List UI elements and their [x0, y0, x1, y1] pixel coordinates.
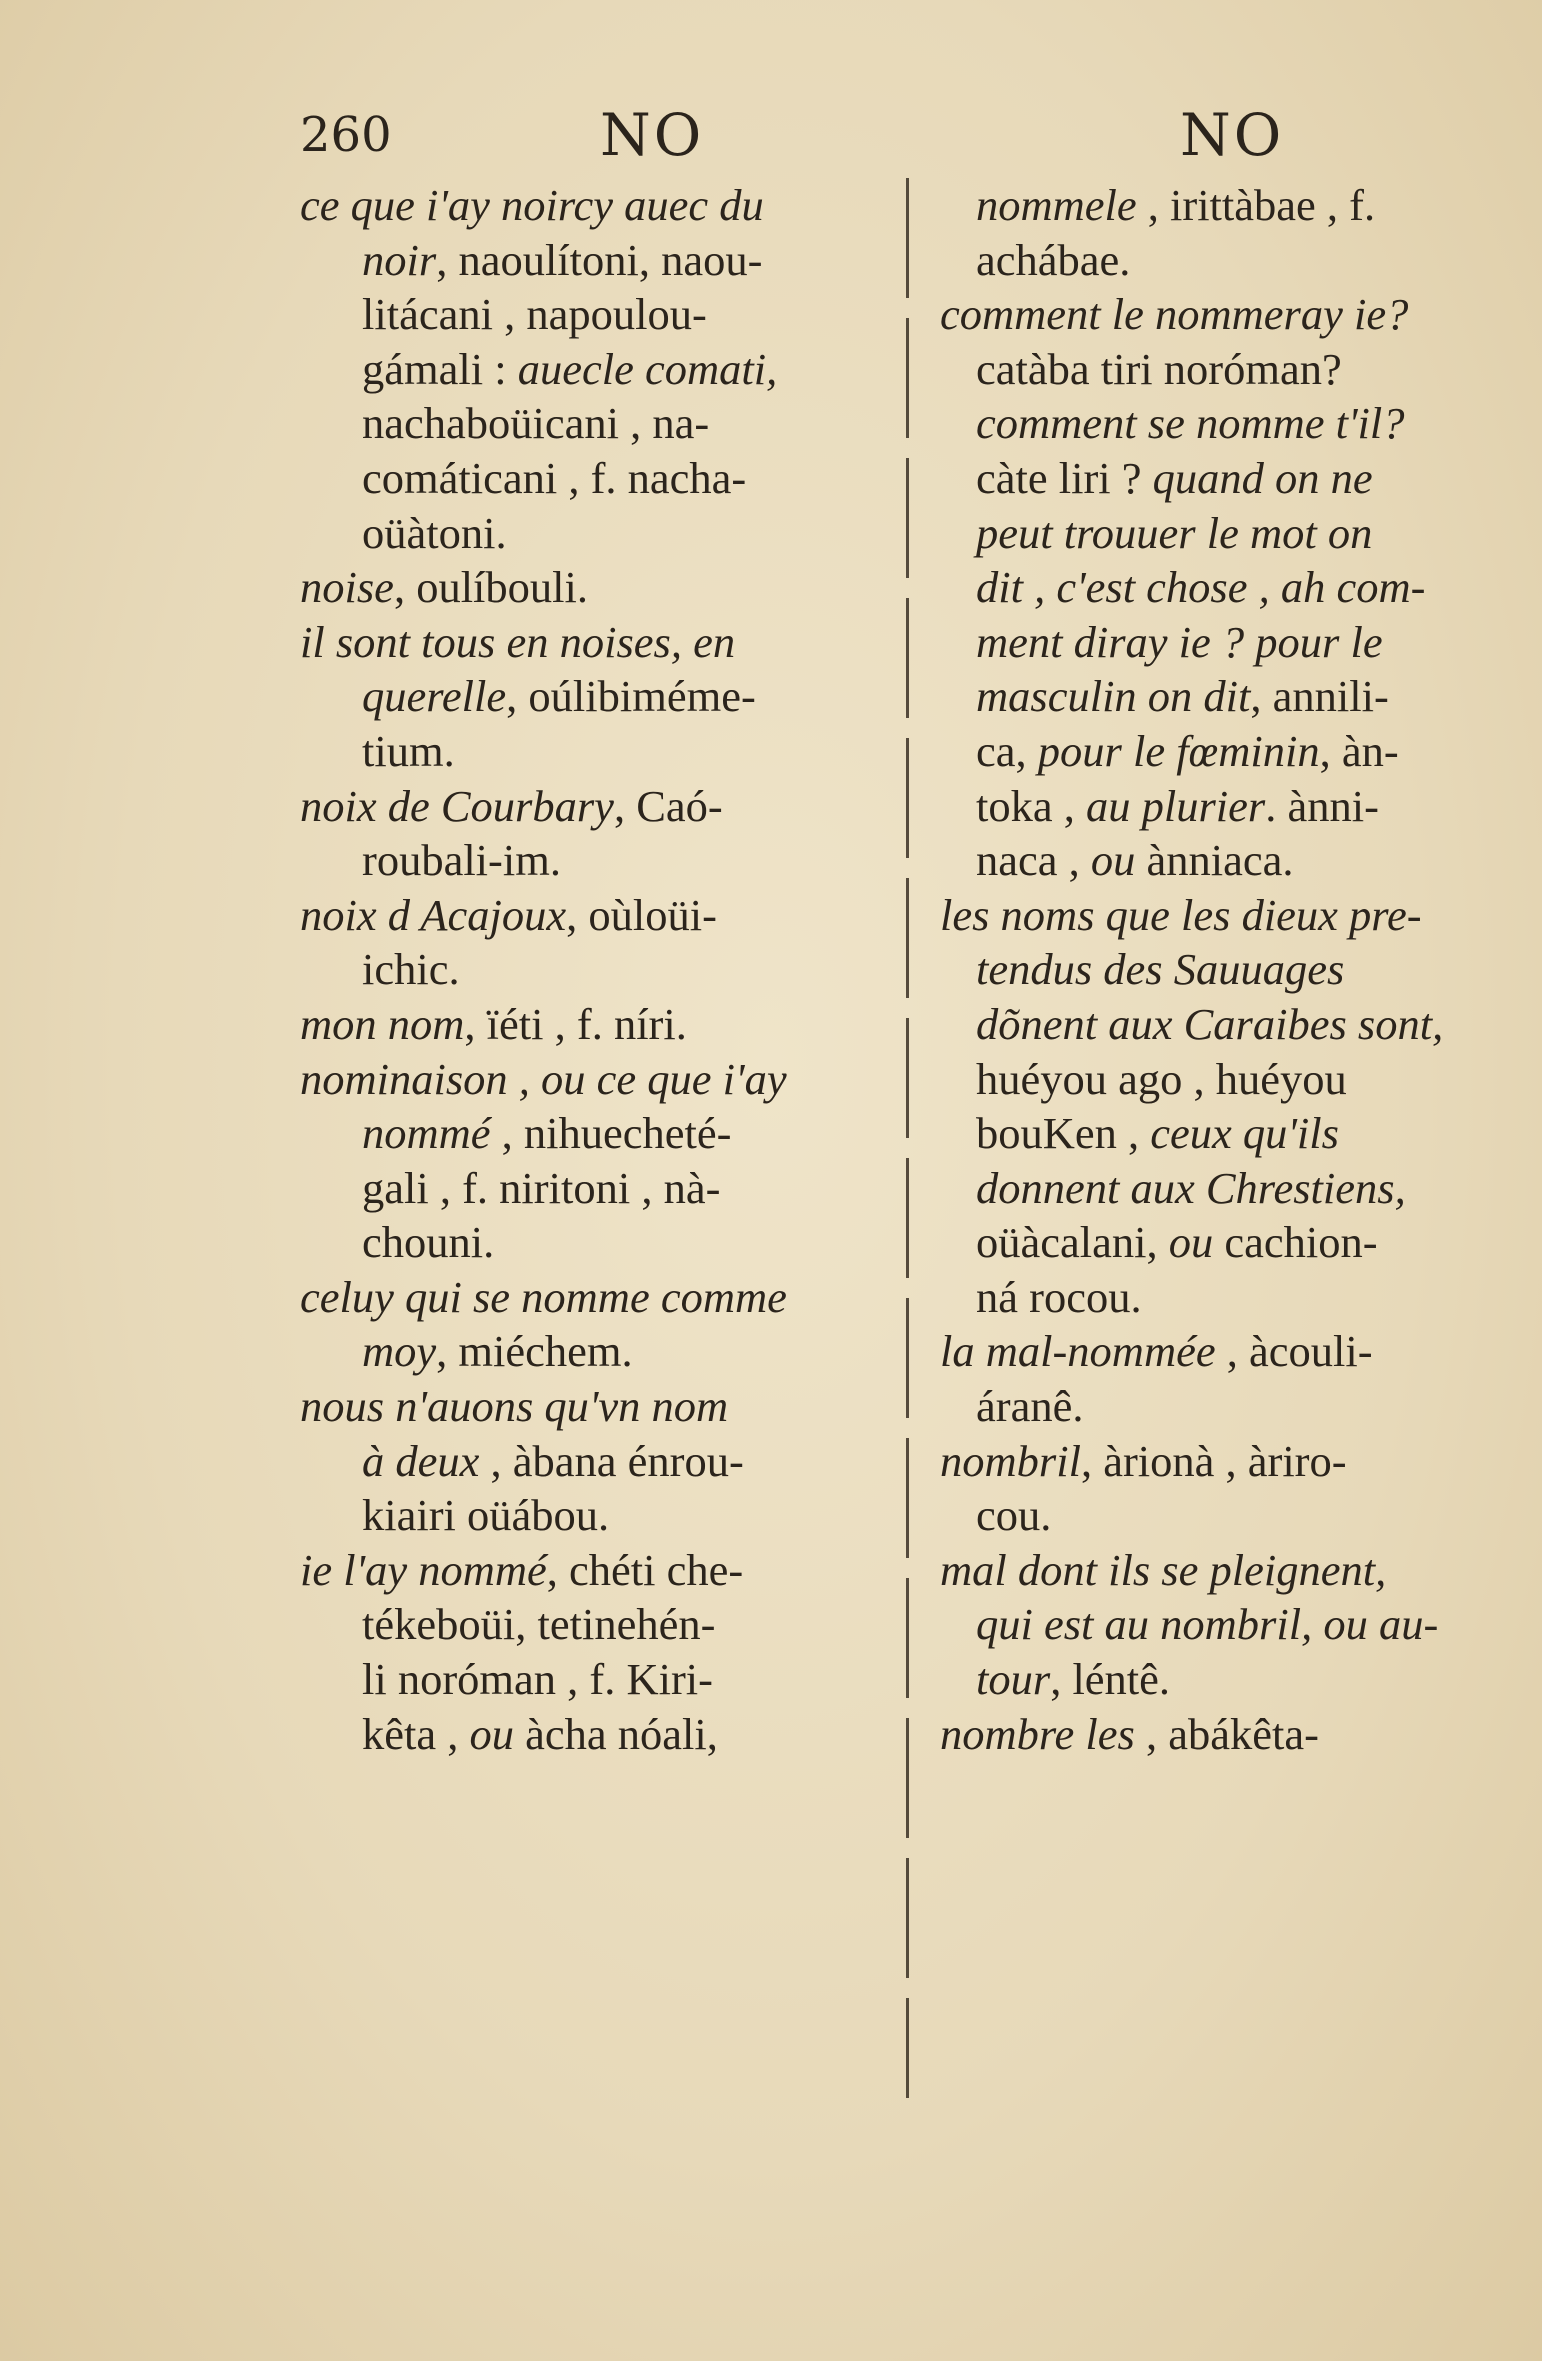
italic-french-text: ce que i'ay noircy auec du	[300, 180, 764, 230]
italic-french-text: donnent aux Chrestiens,	[976, 1162, 1406, 1213]
roman-carib-text: gali , f. niritoni , nà-	[362, 1162, 721, 1213]
italic-french-text: celuy qui se nomme comme	[300, 1271, 787, 1322]
italic-french-text: la mal-nommée	[940, 1326, 1216, 1377]
roman-carib-text: , nihuecheté-	[490, 1108, 732, 1159]
roman-carib-text: , annili-	[1250, 671, 1389, 722]
left-column	[300, 178, 890, 1761]
roman-carib-text: achábae.	[976, 234, 1131, 285]
text-line	[300, 1543, 890, 1598]
italic-french-text: nombre les	[940, 1708, 1135, 1759]
text-line	[940, 1652, 1520, 1707]
text-line	[300, 997, 890, 1052]
italic-french-text: ceux qu'ils	[1150, 1108, 1339, 1159]
roman-carib-text: . ànni-	[1265, 780, 1379, 831]
italic-french-text: dõnent aux Caraibes sont,	[976, 998, 1444, 1049]
roman-carib-text: , àbana énrou-	[479, 1435, 744, 1486]
text-line	[300, 1652, 890, 1707]
roman-carib-text: , oúlibiméme-	[506, 671, 756, 722]
text-line	[940, 1707, 1520, 1762]
roman-carib-text: , léntê.	[1050, 1654, 1171, 1705]
roman-carib-text: , irittàbae , f.	[1136, 180, 1376, 230]
italic-french-text: comment le nommeray ie?	[940, 289, 1409, 340]
roman-carib-text: li noróman , f. Kiri-	[362, 1654, 713, 1705]
text-line	[940, 779, 1520, 834]
italic-french-text: noix de Courbary	[300, 780, 614, 831]
roman-carib-text: , abákêta-	[1134, 1708, 1319, 1759]
italic-french-text: nous n'auons qu'vn nom	[300, 1381, 729, 1432]
text-line	[300, 1215, 890, 1270]
roman-carib-text: , àcouli-	[1215, 1326, 1373, 1377]
roman-carib-text: kêta ,	[362, 1708, 470, 1759]
roman-carib-text: gámali :	[362, 343, 518, 394]
roman-carib-text: toka ,	[976, 780, 1086, 831]
text-line	[300, 396, 890, 451]
roman-carib-text: , miéchem.	[436, 1326, 633, 1377]
italic-french-text: comment se nomme t'il?	[976, 398, 1405, 449]
roman-carib-text: ca,	[976, 725, 1038, 776]
roman-carib-text: nachaboüicani , na-	[362, 398, 710, 449]
text-line	[300, 287, 890, 342]
roman-carib-text: roubali-im.	[362, 835, 561, 886]
italic-french-text: querelle	[362, 671, 507, 722]
italic-french-text: nombril	[940, 1435, 1081, 1486]
roman-carib-text: ànniaca.	[1135, 835, 1294, 886]
text-line	[940, 669, 1520, 724]
text-line	[300, 669, 890, 724]
text-line	[300, 1707, 890, 1762]
text-line	[940, 1324, 1520, 1379]
text-line	[300, 1106, 890, 1161]
roman-carib-text: , Caó-	[613, 780, 723, 831]
text-line	[940, 1161, 1520, 1216]
text-line	[940, 1434, 1520, 1489]
roman-carib-text: bouKen ,	[976, 1108, 1151, 1159]
roman-carib-text: tékeboüi, tetinehén-	[362, 1599, 716, 1650]
italic-french-text: dit , c'est chose , ah com-	[976, 562, 1426, 613]
running-head-right: NO	[1180, 101, 1285, 169]
roman-carib-text: , àrionà , àriro-	[1080, 1435, 1347, 1486]
italic-french-text: ie l'ay nommé	[300, 1544, 547, 1595]
text-line	[940, 997, 1520, 1052]
italic-french-text: nominaison , ou ce que i'ay	[300, 1053, 787, 1104]
text-line	[940, 1106, 1520, 1161]
text-line	[940, 1215, 1520, 1270]
running-head-left: NO	[600, 101, 705, 169]
text-line	[940, 1270, 1520, 1325]
roman-carib-text: huéyou ago , huéyou	[976, 1053, 1347, 1104]
text-line	[300, 1379, 890, 1434]
text-line	[300, 1434, 890, 1489]
text-line	[300, 779, 890, 834]
text-line	[300, 833, 890, 888]
text-line	[300, 451, 890, 506]
roman-carib-text: oüàtoni.	[362, 507, 507, 558]
text-line	[940, 506, 1520, 561]
text-line	[300, 506, 890, 561]
roman-carib-text: ichic.	[362, 944, 460, 995]
text-line	[940, 888, 1520, 943]
italic-french-text: ment diray ie ? pour le	[976, 616, 1383, 667]
roman-carib-text: ná rocou.	[976, 1271, 1142, 1322]
text-line	[940, 1543, 1520, 1598]
text-line	[300, 1597, 890, 1652]
roman-carib-text: cou.	[976, 1490, 1052, 1541]
roman-carib-text: , chéti che-	[546, 1544, 744, 1595]
italic-french-text: ou	[1090, 835, 1136, 886]
text-line	[940, 396, 1520, 451]
roman-carib-text: , oùloüi-	[566, 889, 717, 940]
italic-french-text: ou	[1168, 1217, 1214, 1268]
roman-carib-text: , oulíbouli.	[393, 562, 589, 613]
italic-french-text: qui est au nombril, ou au-	[976, 1599, 1439, 1650]
column-divider	[906, 178, 909, 2098]
italic-french-text: tour	[976, 1654, 1051, 1705]
roman-carib-text: cachion-	[1213, 1217, 1378, 1268]
text-line	[940, 724, 1520, 779]
text-line	[940, 1488, 1520, 1543]
text-line	[300, 1161, 890, 1216]
text-line	[940, 833, 1520, 888]
italic-french-text: nommele	[976, 180, 1137, 230]
italic-french-text: noix d Acajoux	[300, 889, 567, 940]
italic-french-text: les noms que les dieux pre-	[940, 889, 1422, 940]
roman-carib-text: càte liri ?	[976, 452, 1153, 503]
italic-french-text: tendus des Sauuages	[976, 944, 1345, 995]
text-line	[940, 615, 1520, 670]
italic-french-text: noise	[300, 562, 394, 613]
right-column	[940, 178, 1520, 1761]
text-line	[300, 1052, 890, 1107]
italic-french-text: moy	[362, 1326, 437, 1377]
italic-french-text: mon nom	[300, 998, 465, 1049]
roman-carib-text: , àn-	[1319, 725, 1399, 776]
text-line	[940, 287, 1520, 342]
italic-french-text: noir	[362, 234, 437, 285]
text-line	[300, 724, 890, 779]
text-line	[300, 233, 890, 288]
italic-french-text: auecle comati,	[517, 343, 778, 394]
roman-carib-text: áranê.	[976, 1381, 1084, 1432]
roman-carib-text: tium.	[362, 725, 455, 776]
text-line	[300, 888, 890, 943]
roman-carib-text: , ïéti , f. níri.	[464, 998, 687, 1049]
page-number: 260	[300, 107, 392, 163]
text-line	[300, 178, 890, 233]
italic-french-text: quand on ne	[1152, 452, 1373, 503]
roman-carib-text: naca ,	[976, 835, 1091, 886]
text-line	[940, 1597, 1520, 1652]
text-line	[940, 942, 1520, 997]
roman-carib-text: catàba tiri noróman?	[976, 343, 1342, 394]
text-line	[940, 233, 1520, 288]
italic-french-text: peut trouuer le mot on	[976, 507, 1373, 558]
text-line	[940, 451, 1520, 506]
text-line	[940, 1379, 1520, 1434]
text-line	[300, 942, 890, 997]
roman-carib-text: chouni.	[362, 1217, 495, 1268]
text-line	[940, 560, 1520, 615]
roman-carib-text: àcha nóali,	[514, 1708, 718, 1759]
roman-carib-text: kiairi oüábou.	[362, 1490, 610, 1541]
roman-carib-text: , naoulítoni, naou-	[436, 234, 763, 285]
italic-french-text: masculin on dit	[976, 671, 1251, 722]
roman-carib-text: comáticani , f. nacha-	[362, 452, 747, 503]
text-line	[300, 1270, 890, 1325]
text-line	[300, 1488, 890, 1543]
italic-french-text: ou	[469, 1708, 514, 1759]
text-line	[940, 1052, 1520, 1107]
italic-french-text: mal dont ils se pleignent,	[940, 1544, 1387, 1595]
text-line	[940, 342, 1520, 397]
text-line	[300, 560, 890, 615]
italic-french-text: au plurier	[1086, 780, 1266, 831]
text-line	[300, 1324, 890, 1379]
text-line	[300, 342, 890, 397]
italic-french-text: à deux	[362, 1435, 480, 1486]
roman-carib-text: litácani , napoulou-	[362, 289, 707, 340]
text-line	[300, 615, 890, 670]
italic-french-text: pour le fœminin	[1037, 725, 1320, 776]
roman-carib-text: oüàcalani,	[976, 1217, 1169, 1268]
italic-french-text: il sont tous en noises, en	[300, 616, 736, 667]
italic-french-text: nommé	[362, 1108, 491, 1159]
text-line	[940, 178, 1520, 233]
